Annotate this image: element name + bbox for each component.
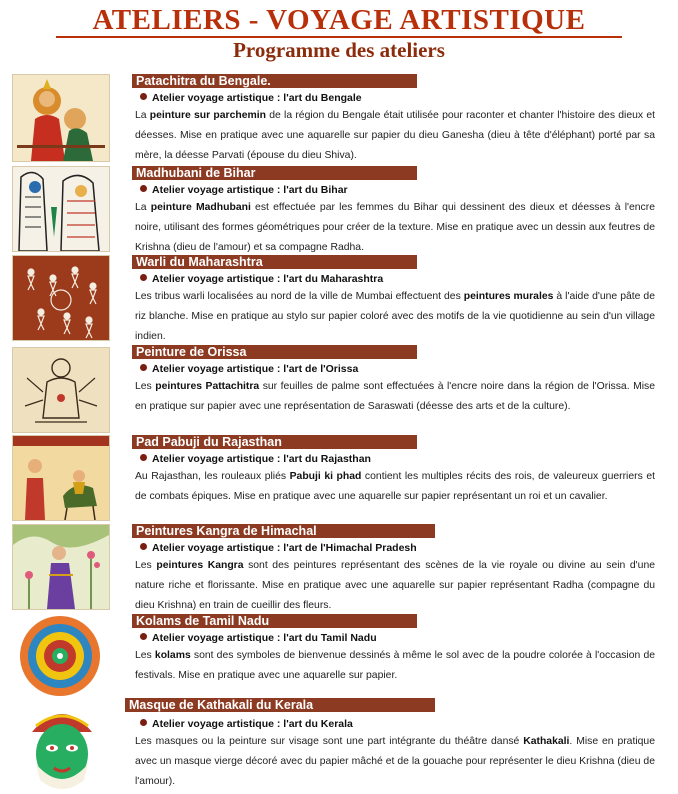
bullet-icon: [140, 364, 147, 371]
bullet-icon: [140, 93, 147, 100]
workshop-line: [140, 273, 383, 285]
workshop-section-maharashtra: [0, 253, 678, 343]
description-text: à l'aide d'une pâte de riz blanche. Mise en pratique au stylo sur papier coloré avec des motifs de la vie quotidienne au sein d'un village indien.: [135, 291, 655, 342]
emphasis-text: peintures Kangra: [156, 560, 244, 571]
pabuji-phad-painting: [12, 435, 110, 521]
section-description: [135, 556, 655, 616]
section-heading-bar: Madhubani de Bihar: [132, 166, 417, 180]
bengal-patachitra-painting: [12, 74, 110, 162]
bullet-icon: [140, 454, 147, 461]
workshop-line: [140, 718, 353, 730]
description-text: Les: [135, 560, 157, 571]
emphasis-text: peintures murales: [463, 291, 554, 302]
kolam-mandala: [12, 614, 108, 698]
workshop-section-himachal: [0, 522, 678, 612]
emphasis-text: kolams: [154, 650, 191, 661]
section-description: [135, 467, 655, 507]
description-text: . Mise en pratique avec un masque vierge décoré avec du papier mâché et de la gouache pour représenter le dieu Krishna (dieu de l'amour).: [135, 736, 655, 787]
workshop-section-tamil-nadu: [0, 612, 678, 692]
section-heading-bar: Warli du Maharashtra: [132, 255, 417, 269]
section-heading-bar: Peintures Kangra de Himachal: [132, 524, 435, 538]
section-description: [135, 106, 655, 166]
section-description: [135, 377, 655, 417]
section-heading-bar: Patachitra du Bengale.: [132, 74, 417, 88]
bullet-icon: [140, 719, 147, 726]
workshop-label: Atelier voyage artistique : l'art du Maharashtra: [152, 273, 384, 285]
description-text: contient les multiples récits des rois, de valeureux guerriers et de combats épiques. Mise en pratique avec une aquarelle sur papier représentant un roi et un cavalier.: [135, 471, 655, 502]
workshop-label: Atelier voyage artistique : l'art du Rajasthan: [152, 453, 371, 465]
bullet-icon: [140, 185, 147, 192]
emphasis-text: Pabuji ki phad: [289, 471, 362, 482]
section-heading-bar: Kolams de Tamil Nadu: [132, 614, 417, 628]
workshop-section-bihar: [0, 164, 678, 252]
emphasis-text: Madhubani: [196, 202, 251, 213]
description-text: Les: [135, 650, 155, 661]
bullet-icon: [140, 633, 147, 640]
bullet-icon: [140, 543, 147, 550]
section-heading-bar: Pad Pabuji du Rajasthan: [132, 435, 417, 449]
warli-painting: [12, 255, 110, 341]
workshop-label: Atelier voyage artistique : l'art du Kerala: [152, 718, 353, 730]
description-text: Les masques ou la peinture sur visage sont une part intégrante du théâtre dansé: [135, 736, 524, 747]
workshop-line: [140, 92, 362, 104]
description-text: Les tribus warli localisées au nord de la ville de Mumbai effectuent des: [135, 291, 464, 302]
orissa-painting: [12, 347, 110, 433]
section-heading-bar: Masque de Kathakali du Kerala: [125, 698, 435, 712]
emphasis-text: peintures Pattachitra: [155, 381, 260, 392]
section-description: [135, 198, 655, 258]
madhubani-painting: [12, 166, 110, 252]
section-heading-bar: Peinture de Orissa: [132, 345, 417, 359]
workshop-section-rajasthan: [0, 433, 678, 521]
page-subtitle: Programme des ateliers: [233, 38, 445, 62]
workshop-label: Atelier voyage artistique : l'art du Bengale: [152, 92, 362, 104]
workshop-line: [140, 184, 348, 196]
description-text: de la région du Bengale était utilisée pour raconter et chanter l'histoire des dieux et déesses. Mise en pratique avec une aquarelle sur papier du dieu Ganesha (dieu à tête d'éléphant) porté par sa mère, la déesse Parvati (épouse du dieu Shiva).: [135, 110, 655, 161]
description-text: La: [135, 110, 150, 121]
description-text: Au Rajasthan, les rouleaux pliés: [135, 471, 290, 482]
kangra-painting: [12, 524, 110, 610]
description-text: sur feuilles de palme sont effectuées à l'encre noire dans la région de l'Orissa. Mise en pratique sur papier avec une représentation de Saraswati (déesse des arts et de la culture).: [135, 381, 656, 412]
workshop-line: [140, 542, 417, 554]
workshop-line: [140, 453, 371, 465]
emphasis-text: Kathakali: [523, 736, 570, 747]
description-text: est effectuée par les femmes du Bihar qui dessinent des dieux et déesses à l'encre noire, utilisant des formes géométriques pour créer de la texture. Mise en pratique avec un dessin aux feutres de Krishna (dieu de l'amour) et sa compagne Radha.: [135, 202, 655, 253]
description-text: Les: [135, 381, 156, 392]
kathakali-mask: [26, 702, 98, 790]
workshop-section-orissa: [0, 343, 678, 433]
section-description: [135, 287, 655, 347]
workshop-label: Atelier voyage artistique : l'art du Bihar: [152, 184, 348, 196]
workshop-section-bengal: [0, 72, 678, 164]
workshop-line: [140, 363, 358, 375]
workshop-label: Atelier voyage artistique : l'art du Tamil Nadu: [152, 632, 377, 644]
description-text: La: [135, 202, 151, 213]
emphasis-text: peinture: [150, 202, 192, 213]
workshop-label: Atelier voyage artistique : l'art de l'Himachal Pradesh: [152, 542, 417, 554]
workshop-label: Atelier voyage artistique : l'art de l'Orissa: [152, 363, 359, 375]
section-description: [135, 732, 655, 792]
workshop-line: [140, 632, 377, 644]
workshop-section-kerala: [0, 696, 678, 794]
section-description: [135, 646, 655, 686]
page-title: ATELIERS - VOYAGE ARTISTIQUE: [92, 4, 586, 36]
description-text: sont des symboles de bienvenue dessinés à même le sol avec de la poudre colorée à l'occasion de festivals. Mise en pratique avec une aquarelle sur papier.: [135, 650, 656, 681]
description-text: sont des peintures représentant des scènes de la vie royale ou divine au sein d'une nature riche et florissante. Mise en pratique avec une aquarelle sur papier représentant Radha (compagne du dieu Krishna) en train de cueillir des fleurs.: [135, 560, 656, 611]
bullet-icon: [140, 274, 147, 281]
emphasis-text: peinture sur parchemin: [149, 110, 266, 121]
